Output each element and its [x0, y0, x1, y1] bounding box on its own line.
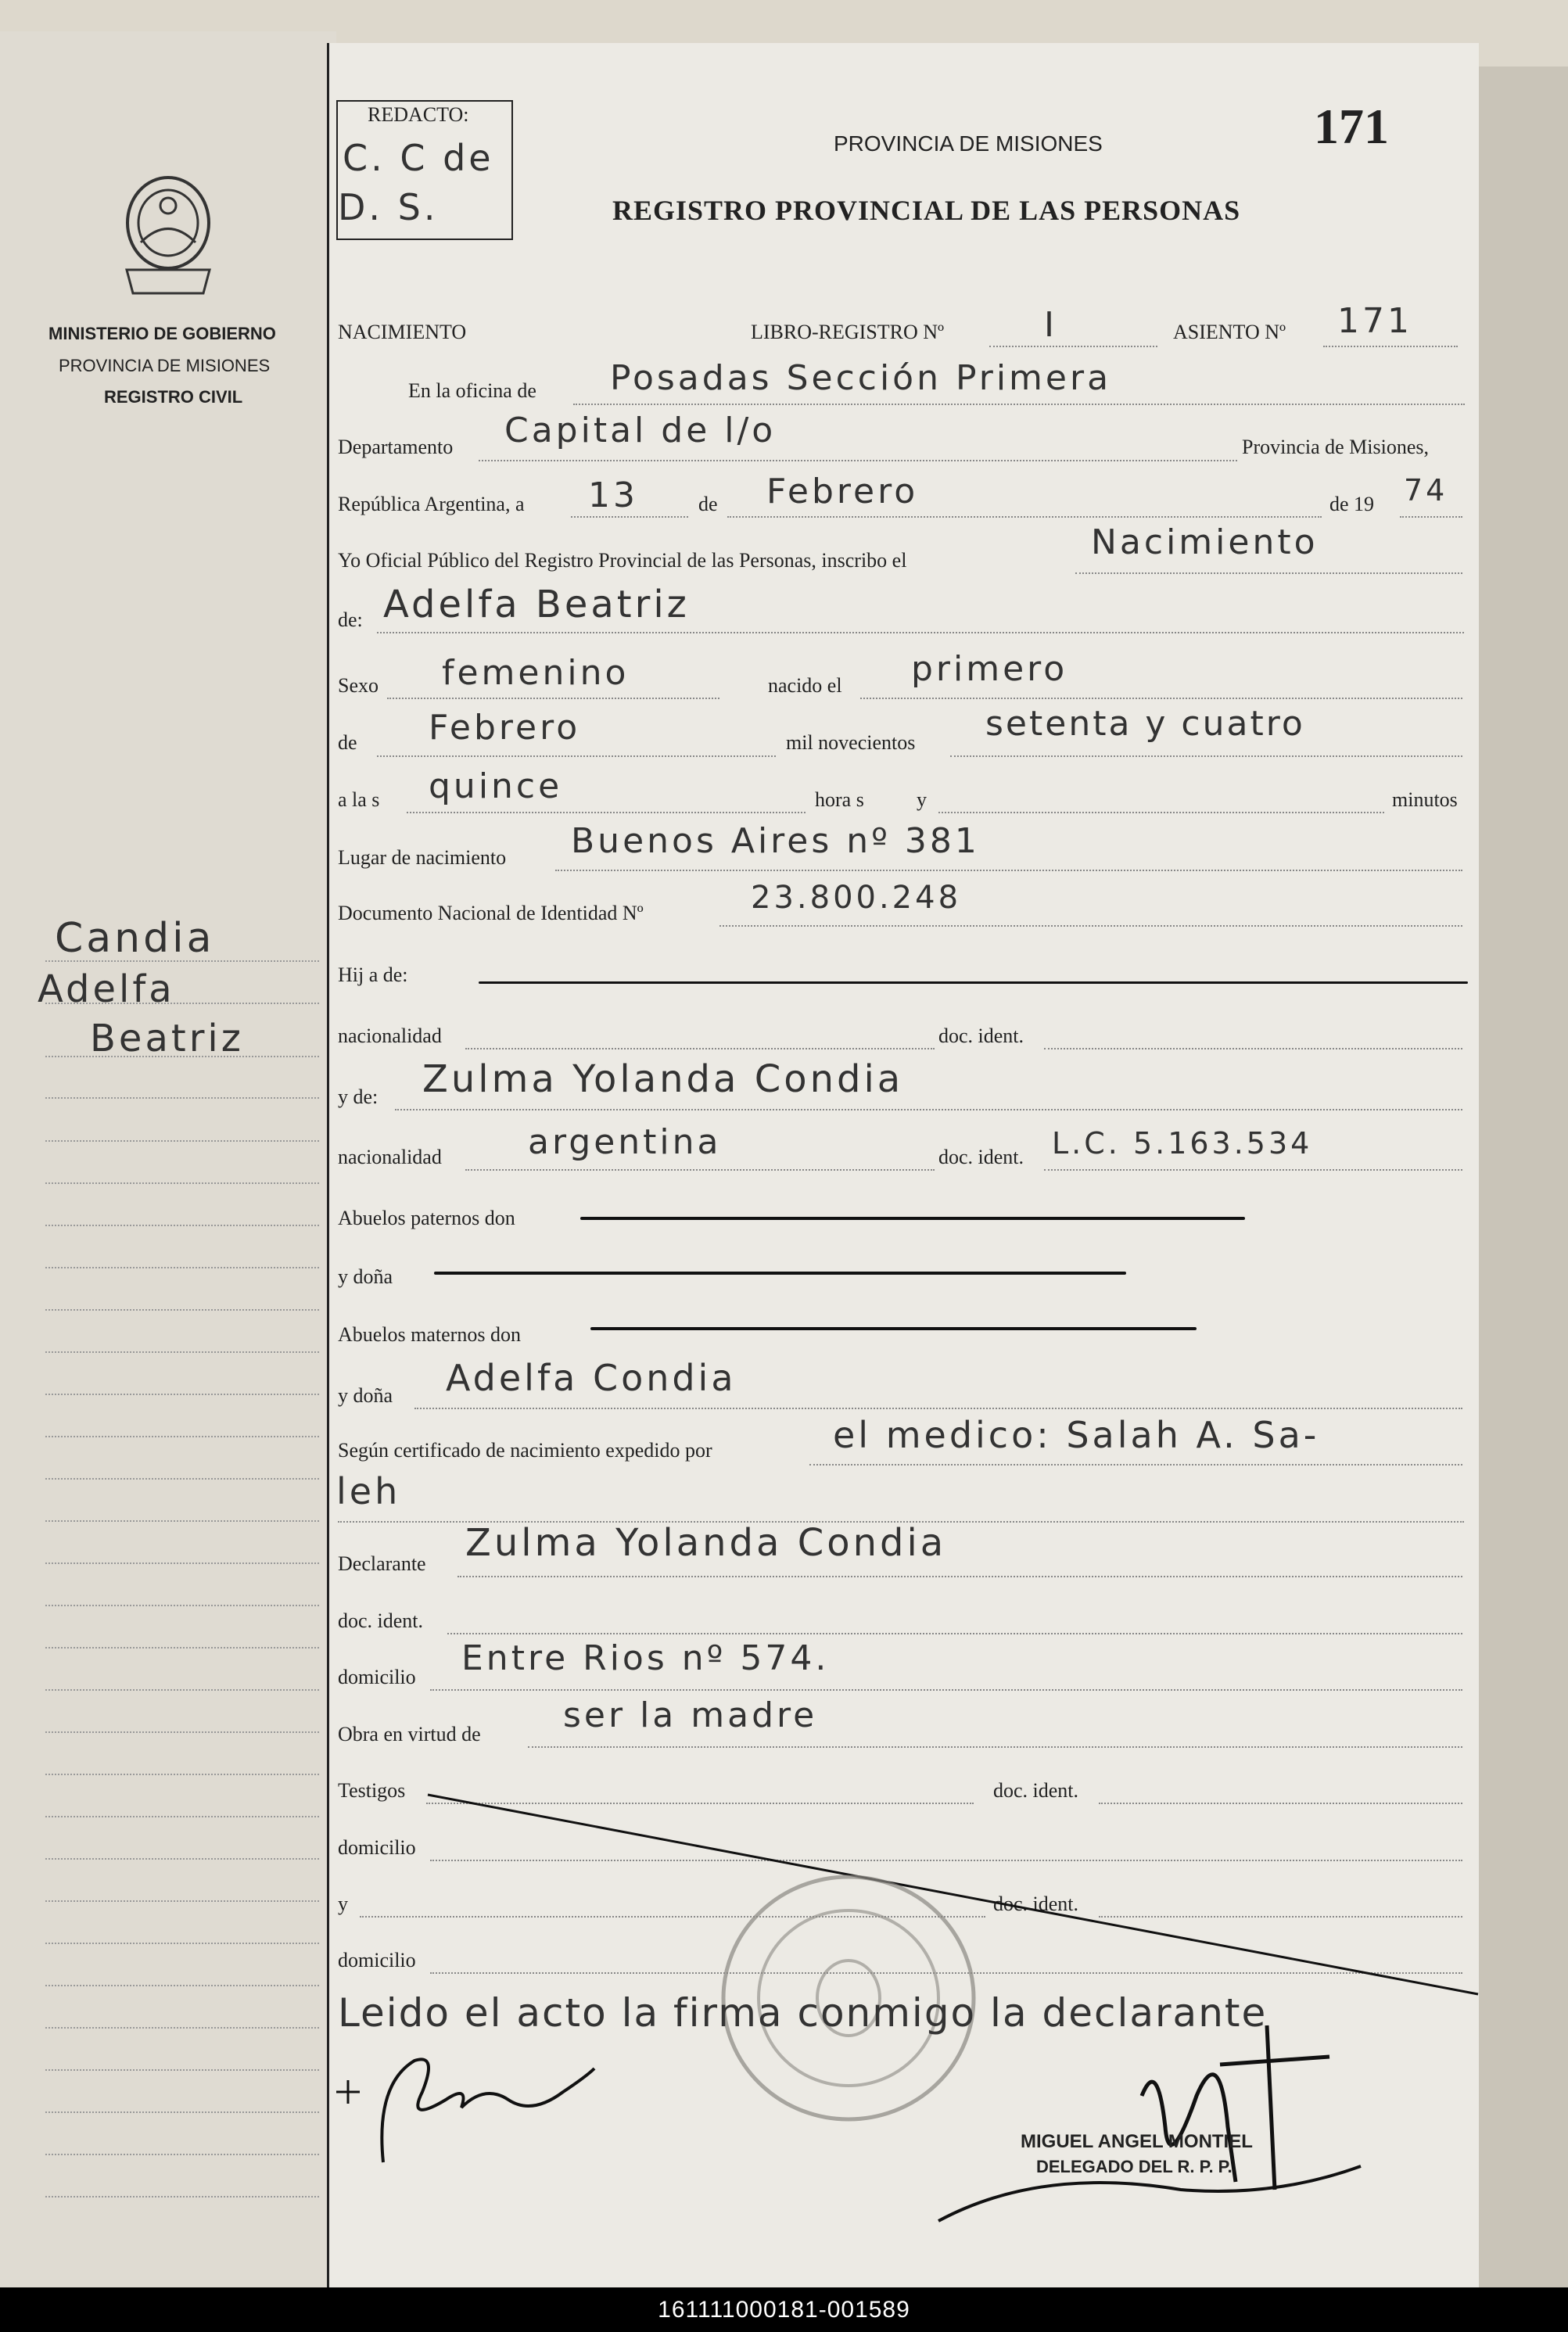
official-signature-icon: [923, 2010, 1408, 2244]
page-number: 171: [1314, 99, 1389, 154]
registry-title: REGISTRO PROVINCIAL DE LAS PERSONAS: [612, 195, 1241, 226]
margin-name-line-3: Beatriz: [90, 1017, 244, 1060]
redacto-hand-1: C. C de: [343, 137, 494, 179]
libro-value: I: [1044, 305, 1057, 345]
docident3-line: [447, 1633, 1462, 1634]
depto-label: Departamento: [338, 436, 454, 458]
anio-line: [1400, 516, 1462, 518]
y-label: y: [917, 788, 927, 811]
yde-label: y de:: [338, 1085, 379, 1108]
abuelos-mat-strike: [590, 1327, 1197, 1330]
mil-label: mil novecientos: [786, 731, 916, 754]
provincia-label: Provincia de Misiones,: [1242, 436, 1430, 458]
oficina-label: En la oficina de: [408, 379, 536, 402]
ydona1-strike: [434, 1272, 1126, 1275]
testigos-label: Testigos: [338, 1779, 406, 1802]
de-label: de: [698, 493, 718, 515]
sexo-label: Sexo: [338, 674, 379, 697]
docident2-line: [1044, 1169, 1462, 1171]
dni-line: [719, 925, 1462, 927]
abuela-value: Adelfa Condia: [446, 1357, 737, 1399]
nac2-line: [465, 1169, 935, 1171]
obra-line: [528, 1746, 1462, 1748]
oficina-line: [573, 404, 1465, 405]
dni-label: Documento Nacional de Identidad Nº: [338, 902, 644, 924]
depto-line: [479, 460, 1237, 461]
nacido-label: nacido el: [768, 674, 842, 697]
libro-label: LIBRO-REGISTRO Nº: [751, 321, 945, 343]
anio-nac-line: [950, 755, 1462, 757]
domicilio2-label: domicilio: [338, 1836, 416, 1859]
yo-label: Yo Oficial Público del Registro Provincial de las Personas, inscribo el: [338, 549, 907, 572]
libro-line: [989, 346, 1157, 347]
nombre-value: Adelfa Beatriz: [383, 583, 690, 626]
provincial-seal-icon: [117, 168, 219, 305]
docident5-label: doc. ident.: [993, 1893, 1079, 1915]
nacimiento-heading: NACIMIENTO: [338, 321, 467, 343]
docident2-label: doc. ident.: [938, 1146, 1024, 1168]
anio-prefix: de 19: [1329, 493, 1375, 515]
sexo-value: femenino: [442, 653, 630, 693]
closing-value: Leido el acto la firma conmigo la declarante: [338, 1990, 1268, 2036]
mes-line: [727, 516, 1322, 518]
lugar-value: Buenos Aires nº 381: [571, 821, 980, 861]
ydona1-label: y doña: [338, 1265, 393, 1288]
docident3-label: doc. ident.: [338, 1609, 424, 1632]
domicilio3-label: domicilio: [338, 1949, 416, 1971]
docident2-value: L.C. 5.163.534: [1052, 1126, 1313, 1161]
obra-value: ser la madre: [563, 1695, 818, 1735]
oficina-value: Posadas Sección Primera: [610, 358, 1112, 398]
nac1-line: [465, 1048, 935, 1049]
minutos-label: minutos: [1392, 788, 1458, 811]
docident-label: doc. ident.: [938, 1024, 1024, 1047]
sexo-line: [387, 698, 719, 699]
declarant-signature-icon: [328, 2037, 610, 2170]
depto-value: Capital de l/o: [504, 411, 777, 450]
acto-line: [1075, 572, 1462, 574]
asiento-value: 171: [1337, 301, 1412, 341]
page-edge: [1474, 66, 1568, 2287]
nac2-label: nacionalidad: [338, 1146, 442, 1168]
nac1-label: nacionalidad: [338, 1024, 442, 1047]
ydona2-label: y doña: [338, 1384, 393, 1407]
dia-value: 13: [588, 475, 638, 515]
asiento-label: ASIENTO Nº: [1173, 321, 1286, 343]
signature-title: DELEGADO DEL R. P. P.: [1036, 2157, 1233, 2176]
alas-label: a la s: [338, 788, 380, 811]
segun-line: [809, 1464, 1462, 1466]
ministry-title: MINISTERIO DE GOBIERNO: [48, 324, 276, 343]
abuelos-pat-strike: [580, 1217, 1245, 1220]
dia-line: [571, 516, 688, 518]
de-colon-label: de:: [338, 608, 363, 631]
dni-value: 23.800.248: [751, 880, 962, 916]
declarante-value: Zulma Yolanda Condia: [465, 1521, 947, 1565]
margin-province: PROVINCIA DE MISIONES: [59, 356, 271, 375]
hora-value: quince: [429, 766, 563, 806]
anio-nac-value: setenta y cuatro: [985, 704, 1305, 744]
signature-name: MIGUEL ANGEL MONTIEL: [1021, 2131, 1253, 2152]
nacido-line: [860, 698, 1462, 699]
redacto-label: REDACTO:: [368, 103, 469, 126]
anio-value: 74: [1404, 473, 1448, 508]
lugar-line: [555, 870, 1462, 871]
segun-label: Según certificado de nacimiento expedido por: [338, 1439, 712, 1462]
redacto-hand-2: D. S.: [338, 186, 439, 228]
docident4-label: doc. ident.: [993, 1779, 1079, 1802]
nacido-value: primero: [911, 649, 1068, 689]
abuela-line: [414, 1408, 1462, 1409]
mes-nac-line: [377, 755, 776, 757]
obra-label: Obra en virtud de: [338, 1723, 481, 1745]
horas-label: hora s: [815, 788, 864, 811]
domicilio-label: domicilio: [338, 1666, 416, 1688]
mes-value: Febrero: [766, 472, 919, 511]
barcode-id: 161111000181-001589: [658, 2297, 910, 2323]
y2-label: y: [338, 1893, 348, 1915]
nombre-line: [377, 632, 1464, 633]
margin-name-line-1: Candia: [55, 915, 215, 962]
domicilio-value: Entre Rios nº 574.: [461, 1638, 830, 1678]
declarante-line: [457, 1576, 1462, 1577]
declarante-label: Declarante: [338, 1552, 426, 1575]
acto-value: Nacimiento: [1091, 522, 1319, 562]
lugar-label: Lugar de nacimiento: [338, 846, 507, 869]
abuelos-pat-label: Abuelos paternos don: [338, 1207, 515, 1229]
header-province: PROVINCIA DE MISIONES: [834, 131, 1103, 156]
mes-nac-value: Febrero: [429, 708, 581, 748]
hija-label: Hij a de:: [338, 963, 408, 986]
segun-value-2: leh: [336, 1470, 401, 1512]
docident-line: [1044, 1048, 1462, 1049]
abuelos-mat-label: Abuelos maternos don: [338, 1323, 521, 1346]
madre-value: Zulma Yolanda Condia: [422, 1057, 904, 1101]
margin-name-line-2: Adelfa: [38, 967, 175, 1011]
hija-strike: [479, 981, 1468, 984]
madre-line: [395, 1109, 1462, 1110]
margin-office: REGISTRO CIVIL: [104, 387, 243, 407]
domicilio-line: [430, 1689, 1462, 1691]
hora-line: [407, 812, 806, 813]
segun-value: el medico: Salah A. Sa-: [833, 1414, 1320, 1456]
nac2-value: argentina: [528, 1122, 722, 1162]
de2-label: de: [338, 731, 357, 754]
republica-label: República Argentina, a: [338, 493, 525, 515]
minutos-line: [938, 812, 1384, 813]
asiento-line: [1323, 346, 1458, 347]
